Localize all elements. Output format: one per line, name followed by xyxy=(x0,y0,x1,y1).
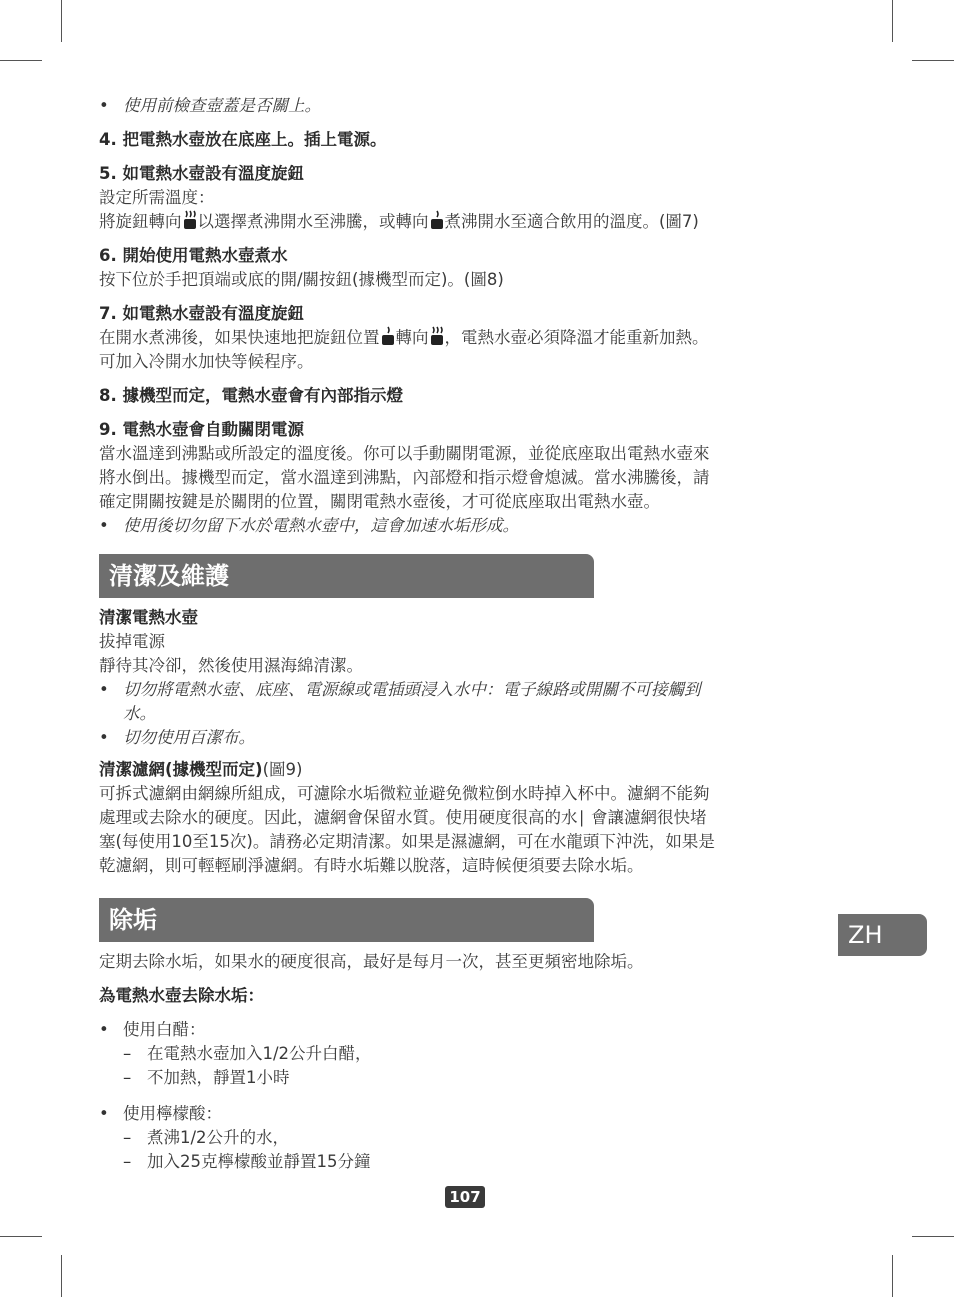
bullet-no-water-left: • 使用後切勿留下水於電熱水壺中，這會加速水垢形成。 xyxy=(99,514,834,538)
filter-text-3: 塞(每使用10至15次)。請務必定期清潔。如果是濕濾網，可在水龍頭下沖洗，如果是 xyxy=(99,832,715,851)
filter-text-1: 可拆式濾網由網線所組成，可濾除水垢微粒並避免微粒倒水時掉入杯中。濾網不能夠 xyxy=(99,784,710,803)
crop-mark xyxy=(912,60,954,61)
step-7-heading: 7. 如電熱水壺設有溫度旋鈕 xyxy=(99,304,304,323)
clean-text-1: 拔掉電源 xyxy=(99,632,165,651)
crop-mark xyxy=(892,1255,893,1297)
warm-kettle-icon xyxy=(430,210,444,230)
step-7-text-2: 可加入冷開水加快等候程序。 xyxy=(99,352,314,371)
clean-kettle-heading: 清潔電熱水壺 xyxy=(99,608,198,627)
step-4-heading: 4. 把電熱水壺放在底座上。插上電源。 xyxy=(99,130,387,149)
language-tab: ZH xyxy=(838,914,927,956)
boiling-kettle-icon xyxy=(430,326,444,346)
cleaning-section xyxy=(99,606,834,878)
boiling-kettle-icon xyxy=(183,210,197,230)
descaling-section-banner: 除垢 xyxy=(99,898,594,942)
bullet-no-immerse-cont: 水。 xyxy=(123,704,156,723)
step-5-text: 設定所需溫度： xyxy=(99,188,215,207)
step-9-text-3: 確定開關按鍵是於關閉的位置，關閉電熱水壺後，才可從底座取出電熱水壺。 xyxy=(99,492,660,511)
vinegar-step-2: – 不加熱，靜置1小時 xyxy=(99,1066,834,1090)
crop-mark xyxy=(61,0,62,42)
crop-mark xyxy=(912,1236,954,1237)
clean-filter-heading: 清潔濾網(據機型而定)(圖9) xyxy=(99,760,303,779)
crop-mark xyxy=(892,0,893,42)
bullet-vinegar: • 使用白醋： xyxy=(99,1018,834,1042)
descale-intro: 定期去除水垢，如果水的硬度很高，最好是每月一次，甚至更頻密地除垢。 xyxy=(99,952,644,971)
bullet-no-scourer: • 切勿使用百潔布。 xyxy=(99,726,834,750)
citric-step-2: – 加入25克檸檬酸並靜置15分鐘 xyxy=(99,1150,834,1174)
crop-mark xyxy=(0,1236,42,1237)
bullet-no-immerse: • 切勿將電熱水壺、底座、電源線或電插頭浸入水中：電子線路或開關不可接觸到 xyxy=(99,678,834,702)
page-number: 107 xyxy=(445,1186,485,1208)
usage-section xyxy=(99,94,834,538)
step-9-text: 當水溫達到沸點或所設定的溫度後。你可以手動關閉電源，並從底座取出電熱水壺來 xyxy=(99,444,710,463)
clean-text-2: 靜待其冷卻，然後使用濕海綿清潔。 xyxy=(99,656,363,675)
crop-mark xyxy=(61,1255,62,1297)
bullet-check-lid: • 使用前檢查壺蓋是否關上。 xyxy=(99,94,834,118)
step-5-heading: 5. 如電熱水壺設有溫度旋鈕 xyxy=(99,164,304,183)
step-9-text-2: 將水倒出。據機型而定，當水溫達到沸點，內部燈和指示燈會熄滅。當水沸騰後，請 xyxy=(99,468,710,487)
cleaning-section-banner: 清潔及維護 xyxy=(99,554,594,598)
warm-kettle-icon xyxy=(381,326,395,346)
step-5-text-2: 將旋鈕轉向 以選擇煮沸開水至沸騰，或轉向 煮沸開水至適合飲用的溫度。(圖7) xyxy=(99,212,699,231)
vinegar-step-1: – 在電熱水壺加入1/2公升白醋， xyxy=(99,1042,834,1066)
bullet-citric-acid: • 使用檸檬酸： xyxy=(99,1102,834,1126)
step-9-heading: 9. 電熱水壺會自動關閉電源 xyxy=(99,420,304,439)
citric-step-1: – 煮沸1/2公升的水， xyxy=(99,1126,834,1150)
crop-mark xyxy=(0,60,42,61)
step-7-text: 在開水煮沸後，如果快速地把旋鈕位置 轉向 ，電熱水壺必須降溫才能重新加熱。 xyxy=(99,328,709,347)
filter-text-4: 乾濾網，則可輕輕刷淨濾網。有時水垢難以脫落，這時候便須要去除水垢。 xyxy=(99,856,644,875)
step-6-text: 按下位於手把頂端或底的開/關按鈕(據機型而定)。(圖8) xyxy=(99,270,504,289)
descaling-section xyxy=(99,950,834,1174)
descale-heading: 為電熱水壺去除水垢： xyxy=(99,986,264,1005)
step-6-heading: 6. 開始使用電熱水壺煮水 xyxy=(99,246,288,265)
filter-text-2: 處理或去除水的硬度。因此，濾網會保留水質。使用硬度很高的水∣ 會讓濾網很快堵 xyxy=(99,808,707,827)
step-8-heading: 8. 據機型而定，電熱水壺會有內部指示燈 xyxy=(99,386,403,405)
